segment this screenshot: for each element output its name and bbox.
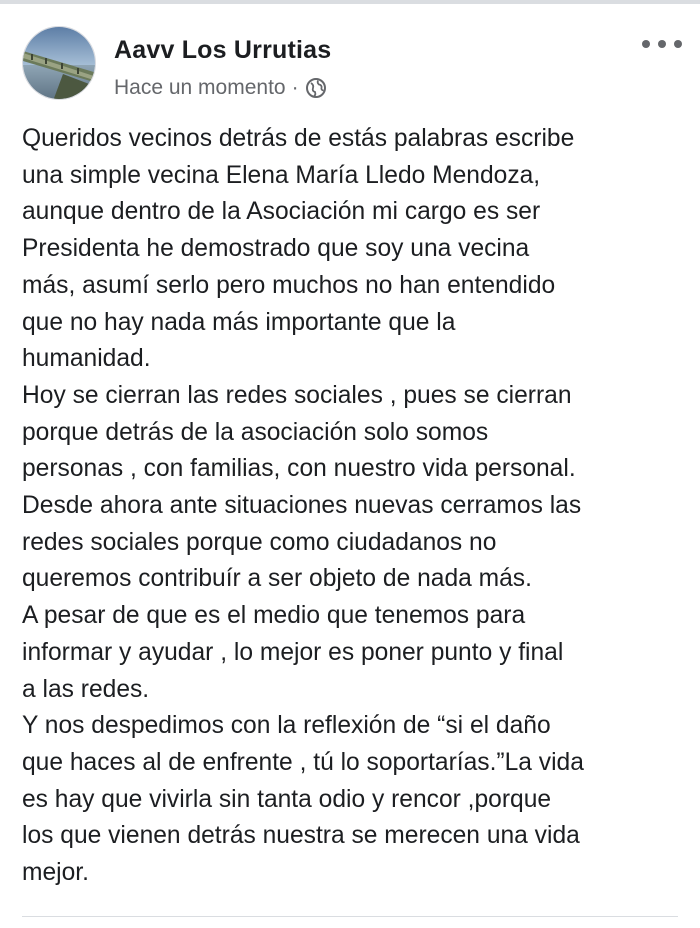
more-options-icon[interactable] — [642, 32, 682, 56]
post-text-line: porque detrás de la asociación solo somos — [22, 418, 489, 446]
post-text-line: que no hay nada más importante que la — [22, 308, 456, 336]
post-text-line: a las redes. — [22, 675, 150, 703]
post-text-line: Hoy se cierran las redes sociales , pues se cierran — [22, 381, 572, 409]
post-text-line: aunque dentro de la Asociación mi cargo es ser — [22, 198, 541, 226]
post-text-line: informar y ayudar , lo mejor es poner punto y final — [22, 638, 564, 666]
meta-separator: · — [291, 76, 299, 99]
post-text-line: mejor. — [22, 859, 89, 887]
page-avatar[interactable] — [22, 26, 96, 100]
post-text-line: queremos contribuír a ser objeto de nada más. — [22, 565, 532, 593]
globe-icon[interactable] — [305, 77, 327, 99]
post-text-line: una simple vecina Elena María Lledo Mendoza, — [22, 161, 541, 189]
more-dot — [674, 40, 682, 48]
post-text-line: personas , con familias, con nuestro vida personal. — [22, 455, 576, 483]
post-timestamp[interactable]: Hace un momento — [114, 76, 286, 99]
post-text-line: redes sociales porque como ciudadanos no — [22, 528, 497, 556]
post-text-line: es hay que vivirla sin tanta odio y rencor ,porque — [22, 785, 552, 813]
post-text-line: humanidad. — [22, 345, 151, 373]
page-name[interactable]: Aavv Los Urrutias — [114, 36, 332, 64]
post-text-line: Queridos vecinos detrás de estás palabras escribe — [22, 125, 575, 152]
post-text-line: Y nos despedimos con la reflexión de “si el daño — [22, 712, 551, 740]
post-text-line: los que vienen detrás nuestra se merecen una vida — [22, 822, 580, 850]
post-text-line: Presidenta he demostrado que soy una vecina — [22, 235, 530, 263]
post-text-line: más, asumí serlo pero muchos no han entendido — [22, 271, 556, 299]
more-dot — [658, 40, 666, 48]
post-header — [22, 26, 682, 106]
post-text-line: que haces al de enfrente , tú lo soportarías.”La vida — [22, 748, 584, 776]
bottom-divider — [22, 916, 678, 917]
post-text-line: Desde ahora ante situaciones nuevas cerramos las — [22, 492, 582, 520]
post-text-line: A pesar de que es el medio que tenemos para — [22, 602, 526, 630]
top-divider — [0, 0, 700, 4]
post-message — [22, 121, 692, 892]
more-dot — [642, 40, 650, 48]
avatar-image — [23, 27, 96, 100]
post-meta — [114, 76, 327, 100]
